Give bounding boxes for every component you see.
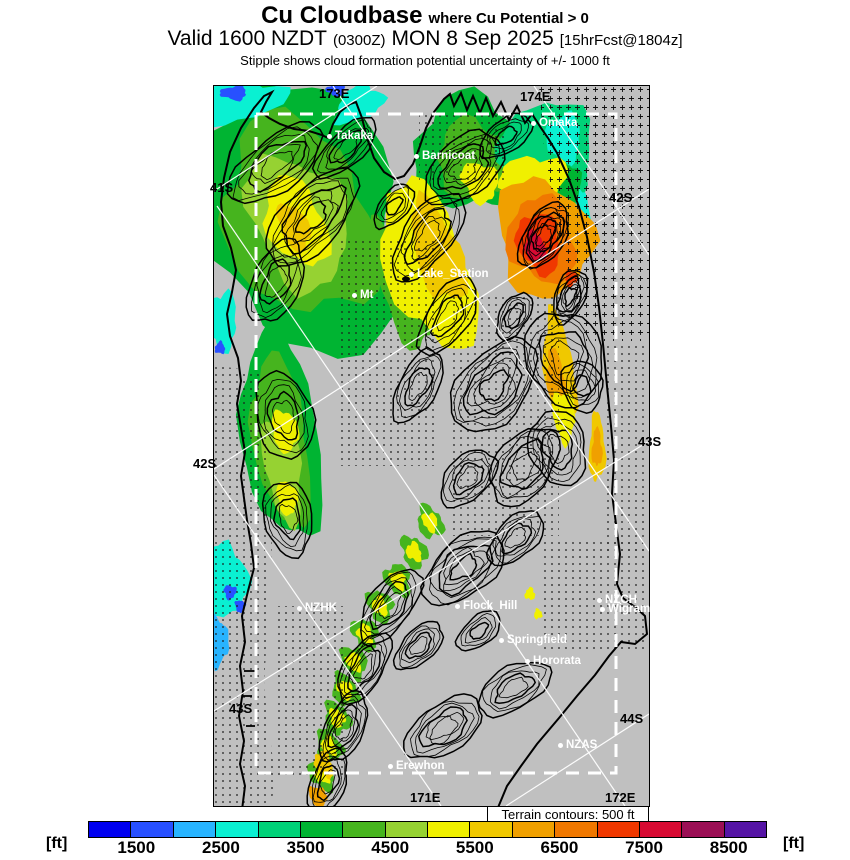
- colorbar-segment: [469, 822, 511, 837]
- place-dot-icon: [597, 598, 602, 603]
- colorbar: [88, 821, 767, 838]
- colorbar-segment: [639, 822, 681, 837]
- place-name: Wigram: [608, 603, 651, 615]
- place-dot-icon: [388, 764, 393, 769]
- map-grid-label: 174E: [520, 89, 551, 104]
- colorbar-tick-label: 1500: [117, 838, 156, 857]
- map-place-label: [600, 603, 650, 615]
- map-place-label: [409, 268, 489, 280]
- place-dot-icon: [352, 293, 357, 298]
- colorbar-segment: [681, 822, 723, 837]
- map-canvas: [214, 86, 649, 806]
- colorbar-segment: [342, 822, 384, 837]
- map-grid-label: 42S: [609, 190, 633, 205]
- map-place-label: [558, 739, 597, 751]
- place-dot-icon: [499, 638, 504, 643]
- map-grid-label: 173E: [319, 86, 350, 101]
- map-place-label: [499, 634, 567, 646]
- terrain-contours-note: Terrain contours: 500 ft: [487, 806, 649, 823]
- map-grid-label: 43S: [229, 701, 253, 716]
- colorbar-segment: [173, 822, 215, 837]
- map-place-label: [297, 602, 337, 614]
- place-name: NZCH: [605, 594, 637, 606]
- map-place-label: [388, 760, 445, 772]
- colorbar-segment: [89, 822, 130, 837]
- colorbar-segment: [724, 822, 766, 837]
- colorbar-segment: [427, 822, 469, 837]
- valid-time-main: Valid 1600 NZDT: [167, 27, 327, 50]
- map-place-label: [352, 289, 373, 301]
- colorbar-segment: [385, 822, 427, 837]
- forecast-map: [193, 85, 662, 807]
- place-dot-icon: [455, 604, 460, 609]
- place-name: Barnicoat: [422, 150, 476, 162]
- place-dot-icon: [525, 659, 530, 664]
- forecast-run-info: [15hrFcst@1804z]: [559, 32, 683, 49]
- place-dot-icon: [327, 134, 332, 139]
- colorbar-tick-label: 4500: [371, 838, 410, 857]
- uncertainty-note: Stipple shows cloud formation potential uncertainty of +/- 1000 ft: [240, 53, 610, 68]
- colorbar-tick-label: 5500: [455, 838, 494, 857]
- colorbar-tick-label: 8500: [709, 838, 748, 857]
- place-name: Mt: [360, 289, 374, 301]
- place-name: Lake_Station: [417, 268, 489, 280]
- place-dot-icon: [414, 154, 419, 159]
- map-place-label: [414, 150, 475, 162]
- map-place-label: [327, 130, 373, 142]
- colorbar-segment: [512, 822, 554, 837]
- place-name: Hororata: [533, 655, 581, 667]
- colorbar-segment: [215, 822, 257, 837]
- map-grid-label: 171E: [410, 790, 441, 805]
- place-name: Springfield: [507, 634, 568, 646]
- place-name: Omaka: [539, 117, 578, 129]
- valid-time-line: [0, 27, 850, 51]
- place-dot-icon: [297, 606, 302, 611]
- map-grid-label: 44S: [620, 711, 644, 726]
- place-name: Erewhon: [396, 760, 445, 772]
- colorbar-tick-label: 3500: [286, 838, 325, 857]
- colorbar-segment: [554, 822, 596, 837]
- place-name: Flock_Hill: [463, 600, 518, 612]
- chart-title-qualifier: where Cu Potential > 0: [428, 10, 589, 27]
- place-name: NZHK: [305, 602, 337, 614]
- place-name: NZAS: [566, 739, 598, 751]
- map-grid-label: 43S: [638, 434, 662, 449]
- colorbar-unit-left: [ft]: [46, 835, 68, 852]
- colorbar-segment: [258, 822, 300, 837]
- colorbar-segment: [300, 822, 342, 837]
- map-grid-label: 42S: [193, 456, 217, 471]
- map-grid-label: 41S: [210, 180, 234, 195]
- colorbar-tick-label: 2500: [202, 838, 240, 857]
- place-dot-icon: [531, 121, 536, 126]
- map-place-label: [531, 117, 577, 129]
- place-dot-icon: [558, 743, 563, 748]
- map-place-label: [455, 600, 517, 612]
- place-name: Takaka: [335, 130, 374, 142]
- map-place-label: [525, 655, 581, 667]
- colorbar-unit-right: [ft]: [783, 835, 805, 852]
- valid-date: MON 8 Sep 2025: [391, 27, 554, 50]
- valid-time-zulu: (0300Z): [332, 32, 386, 49]
- colorbar-segment: [597, 822, 639, 837]
- colorbar-segment: [130, 822, 172, 837]
- place-dot-icon: [600, 607, 605, 612]
- chart-title-line: [0, 2, 850, 30]
- colorbar-tick-label: 7500: [625, 838, 663, 857]
- map-grid-label: 172E: [605, 790, 636, 805]
- chart-title: Cu Cloudbase: [261, 2, 423, 29]
- colorbar-tick-label: 6500: [540, 838, 579, 857]
- place-dot-icon: [409, 272, 414, 277]
